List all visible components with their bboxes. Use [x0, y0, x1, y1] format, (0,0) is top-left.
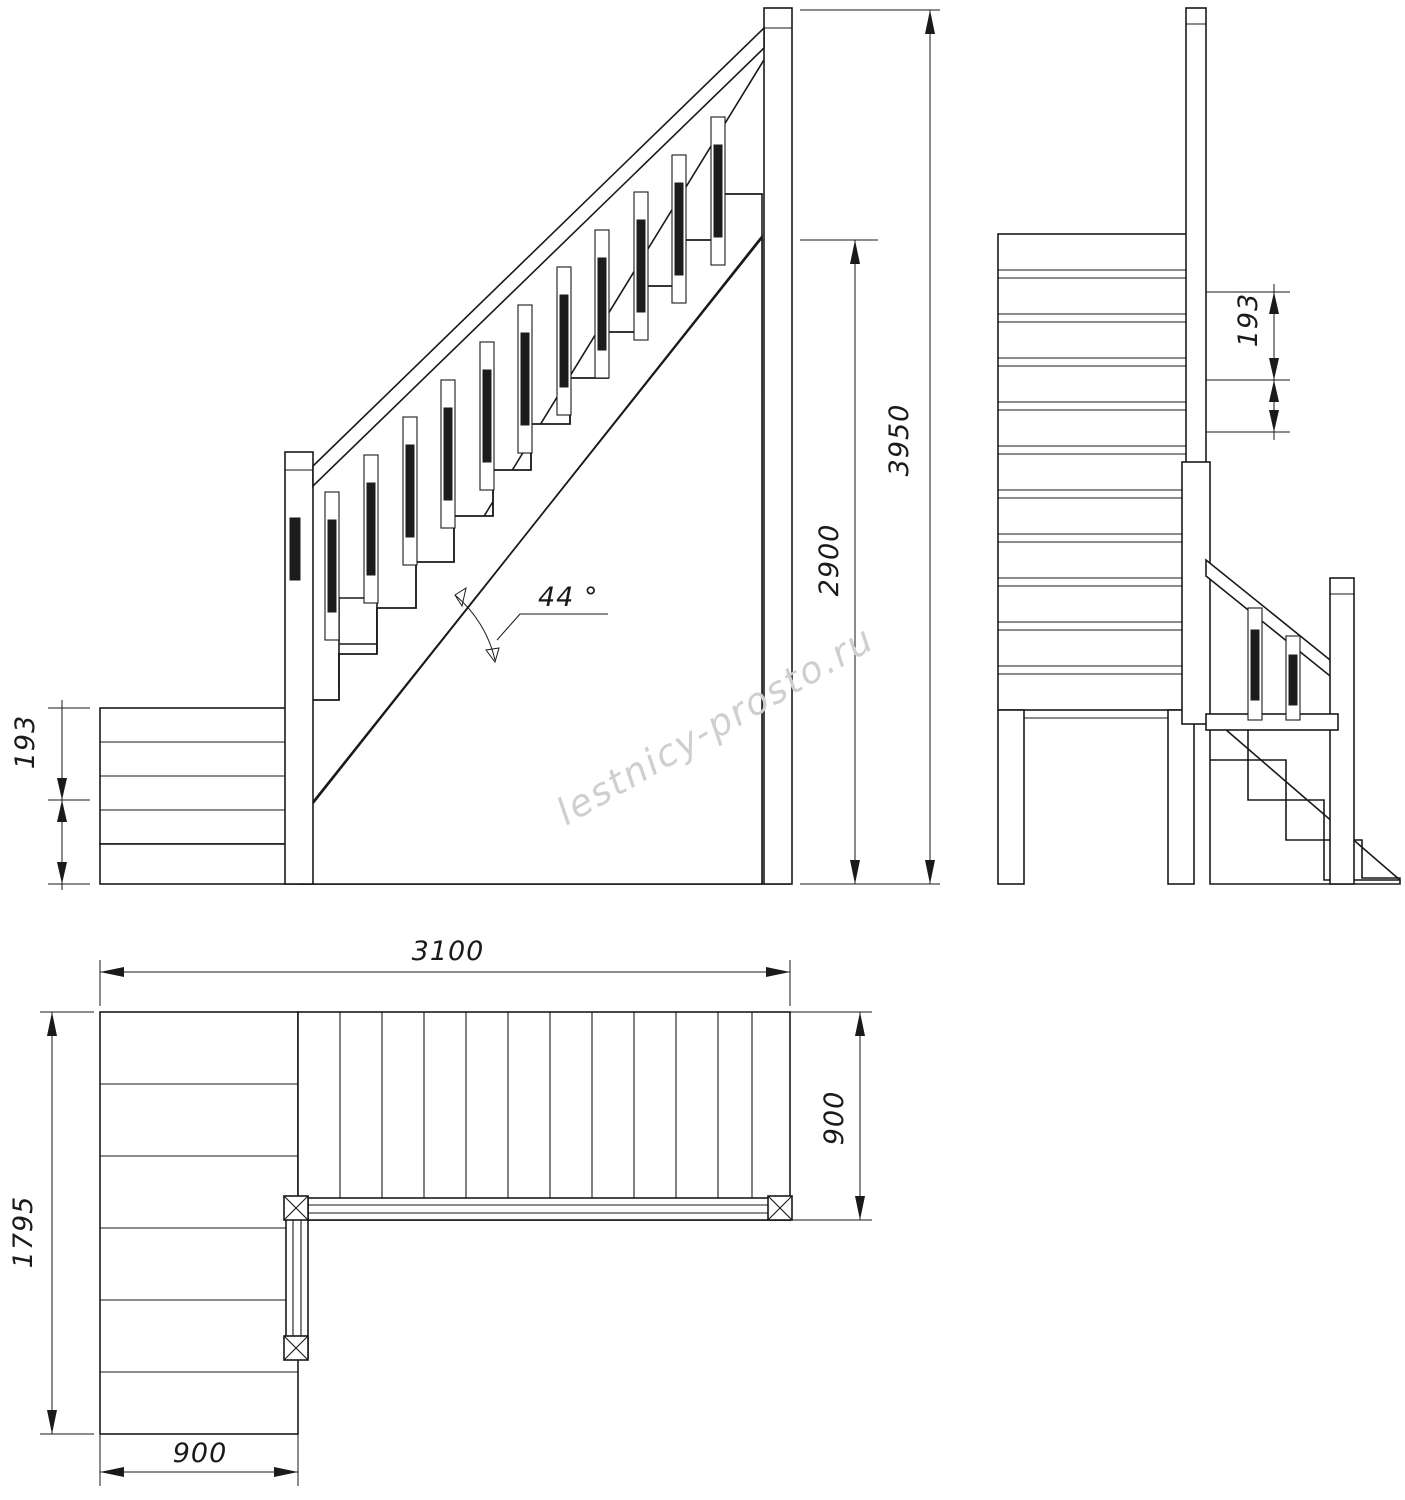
front-lower-stair	[1206, 560, 1400, 884]
plan-railing	[284, 1196, 792, 1360]
front-newel-post	[1182, 8, 1210, 724]
front-elevation-view	[998, 8, 1400, 884]
plan-landing	[100, 1012, 298, 1434]
plan-treads	[298, 1012, 790, 1220]
plan-newel-end-bottom	[284, 1336, 308, 1360]
lower-landing	[100, 708, 300, 884]
dim-label-riser-left: 193	[10, 714, 41, 770]
plan-newel-end-right	[768, 1196, 792, 1220]
dim-total-height	[800, 10, 940, 884]
side-elevation-view	[48, 8, 940, 890]
dim-label-plan-depth: 1795	[8, 1195, 39, 1269]
newel-post-top	[764, 8, 792, 884]
dim-label-riser-right: 193	[1233, 292, 1264, 348]
watermark: lestnicy-prosto.ru	[548, 616, 882, 834]
front-support-legs	[998, 710, 1194, 884]
dim-label-stair-angle: 44 °	[538, 582, 599, 613]
dim-label-plan-landing-width: 900	[172, 1438, 228, 1469]
newel-post-bottom	[285, 452, 313, 884]
dim-label-floor-height: 2900	[814, 523, 845, 597]
dim-plan-depth	[40, 1012, 94, 1434]
dim-riser-left	[48, 700, 90, 890]
dim-label-plan-width: 900	[819, 1090, 850, 1146]
plan-newel-corner	[284, 1196, 308, 1220]
dim-label-plan-length: 3100	[411, 936, 485, 967]
plan-view	[40, 960, 872, 1486]
front-steps	[998, 234, 1194, 710]
dim-label-total-height: 3950	[884, 403, 915, 477]
